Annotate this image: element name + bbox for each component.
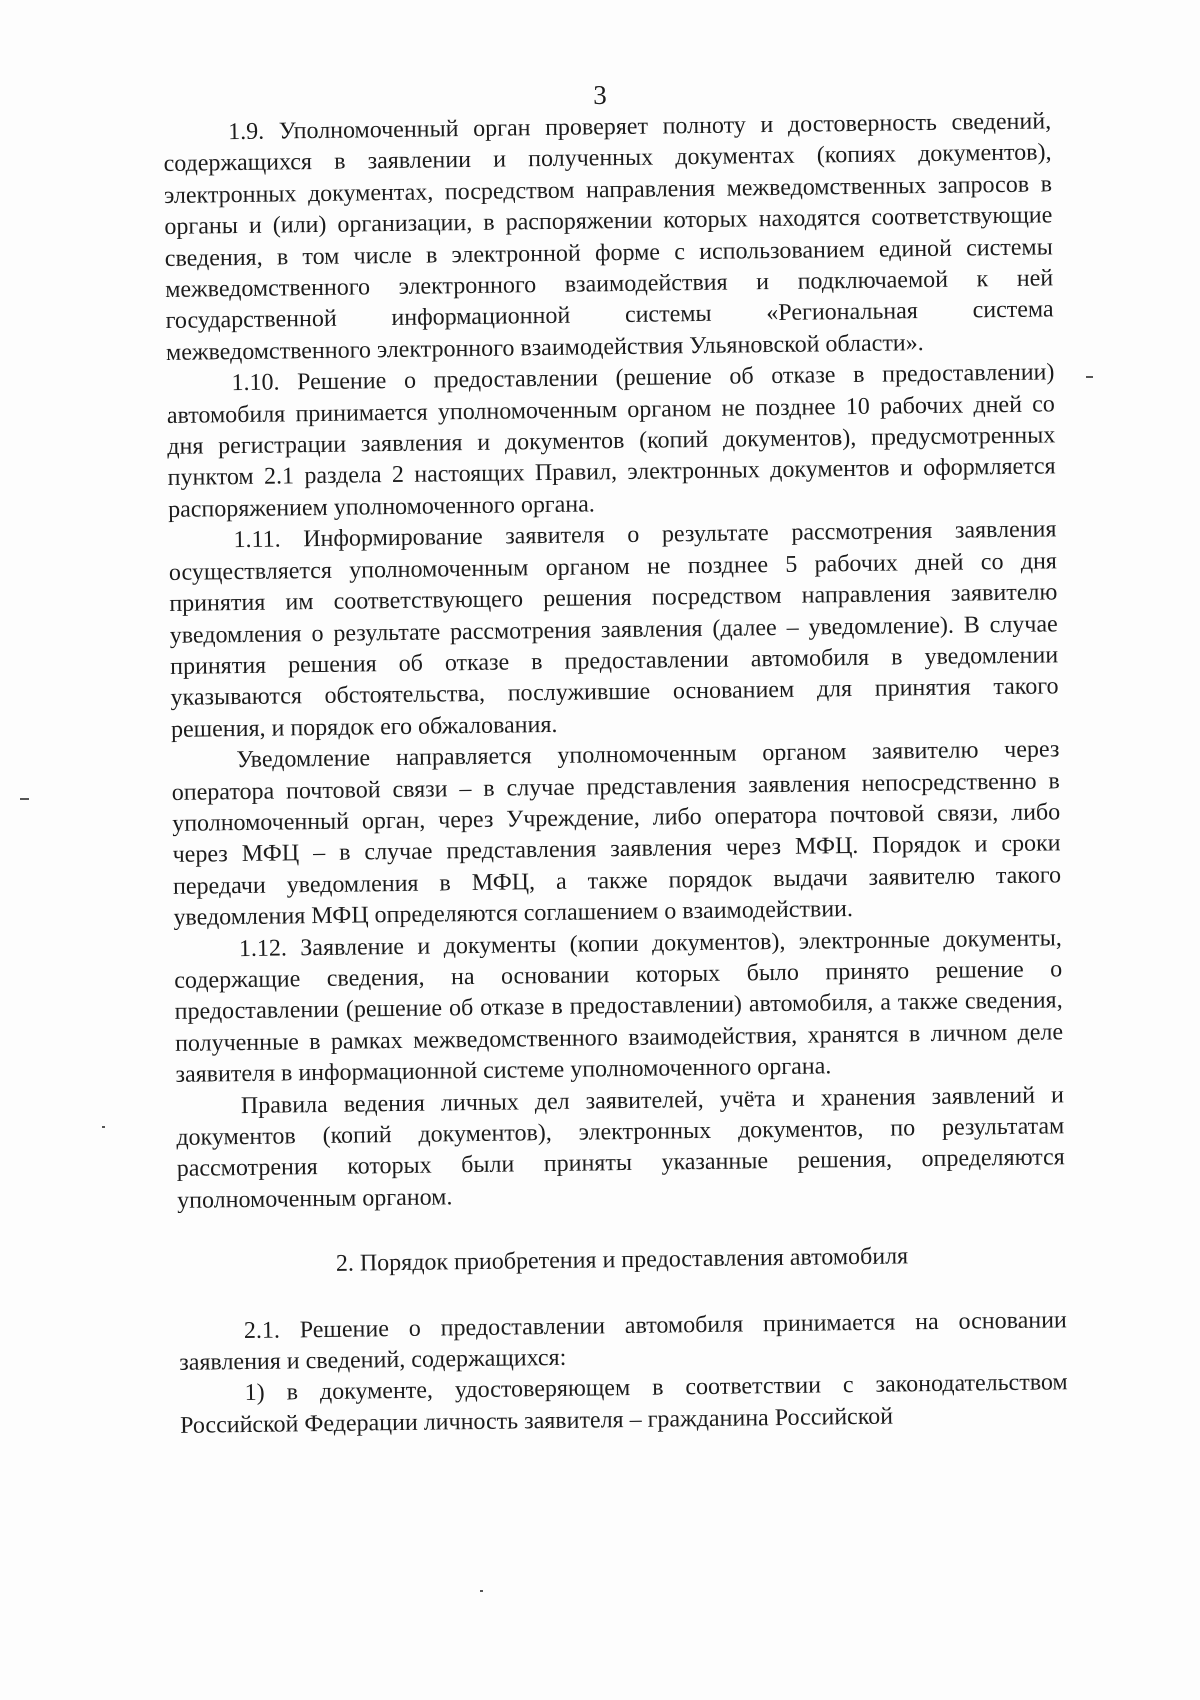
margin-mark	[480, 1590, 483, 1592]
margin-mark	[1086, 376, 1093, 378]
paragraph-record-rules: Правила ведения личных дел заявителей, учёта и хранения заявлений и документов (копий документов), электронных документов, по результатам рассмотрения которых были приняты указанные решения, определяются уполномоченным органом.	[176, 1081, 1065, 1214]
paragraph-notification: Уведомление направляется уполномоченным органом заявителю через оператора почтовой связи – в случае представления заявления непосредственно в уполномоченный орган, через Учреждение, либо оператора почтовой связи, либо через МФЦ – в случае представления заявления через МФЦ. Порядок и сроки передачи уведомления в МФЦ, а также порядок выдачи заявителю такого уведомления МФЦ определяются соглашением о взаимодействии.	[171, 736, 1062, 932]
paragraph-1-9: 1.9. Уполномоченный орган проверяет полноту и достоверность сведений, содержащихся в заявлении и полученных документах (копиях документов), электронных документах, посредством направления межведомственных запросов в органы и (или) организации, в распоряжении которых находятся соответствующие сведения, в том числе в электронной форме с использованием единой системы межведомственного электронного взаимодействия и подключаемой к ней государственной информационной системы «Региональная система межведомственного электронного взаимодействия Ульяновской области».	[163, 108, 1054, 366]
paragraph-1-10: 1.10. Решение о предоставлении (решение об отказе в предоставлении) автомобиля принимается уполномоченным органом не позднее 10 рабочих дней со дня регистрации заявления и документов (копий документов), предусмотренных пунктом 2.1 раздела 2 настоящих Правил, электронных документов и оформляется распоряжением уполномоченного органа.	[166, 359, 1056, 523]
margin-mark	[20, 798, 29, 800]
paragraph-1-12: 1.12. Заявление и документы (копии документов), электронные документы, содержащие сведения, на основании которых было принято решение о предоставлении (решение об отказе в предоставлении) автомобиля, а также сведения, полученные в рамках межведомственного взаимодействия, хранятся в личном деле заявителя в информационной системе уполномоченного органа.	[174, 924, 1064, 1089]
page-number: 3	[593, 80, 607, 110]
paragraph-2-1-item-1: 1) в документе, удостоверяющем в соответствии с законодательством Российской Федерации личность заявителя – гражданина Российской	[179, 1369, 1068, 1439]
section-heading: 2. Порядок приобретения и предоставления автомобиля	[335, 1243, 909, 1278]
document-body	[163, 106, 1068, 1442]
margin-mark	[102, 1126, 105, 1128]
paragraph-1-11: 1.11. Информирование заявителя о результате рассмотрения заявления осуществляется уполномоченным органом не позднее 5 рабочих дней со дня принятия им соответствующего решения посредством направления заявителю уведомления о результате рассмотрения заявления (далее – уведомление). В случае принятия решения об отказе в предоставлении автомобиля в уведомлении указываются обстоятельства, послужившие основанием для принятия такого решения, и порядок его обжалования.	[168, 516, 1059, 743]
paragraph-2-1: 2.1. Решение о предоставлении автомобиля принимается на основании заявления и сведений, содержащихся:	[179, 1306, 1067, 1376]
